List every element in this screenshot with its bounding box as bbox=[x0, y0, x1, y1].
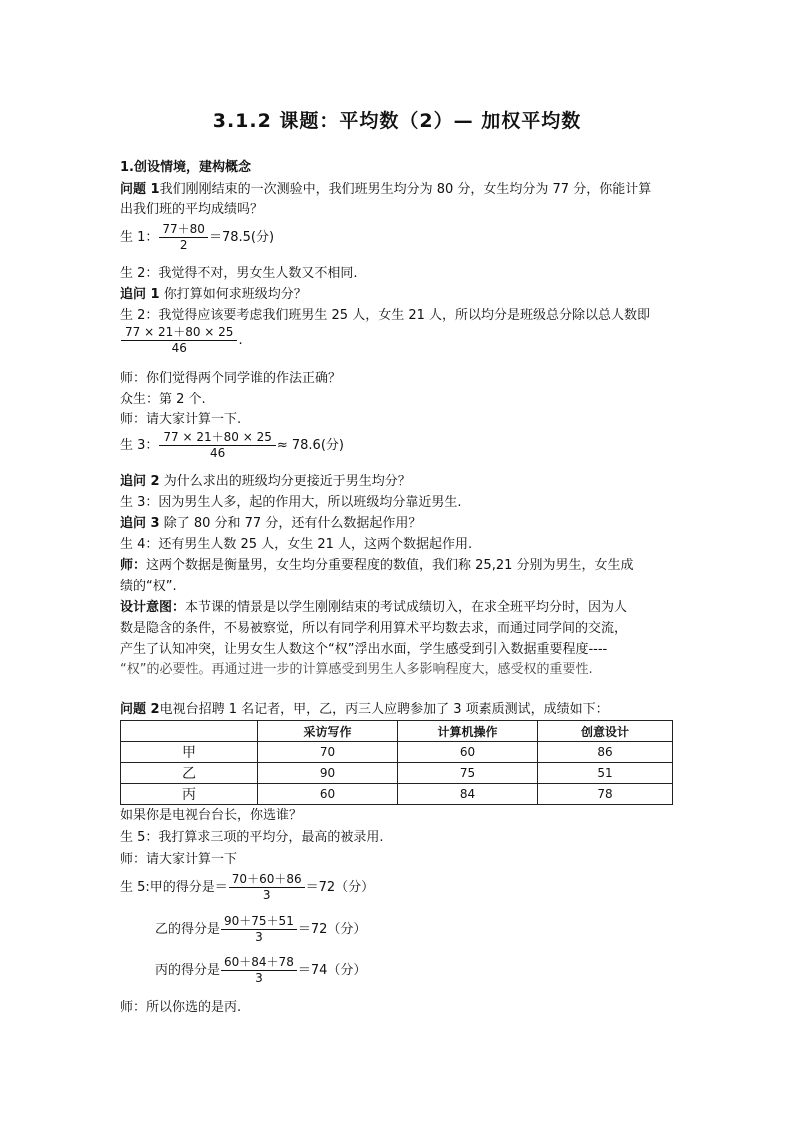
design-intent bbox=[120, 598, 680, 618]
student-3b-line: 生 3：因为男生人多，起的作用大，所以班级均分靠近男生. bbox=[120, 495, 462, 510]
student-1-result: ＝78.5(分) bbox=[208, 230, 275, 245]
score-yi-formula bbox=[155, 914, 366, 945]
numerator: 70＋60＋86 bbox=[229, 872, 305, 888]
table-cell: 86 bbox=[538, 742, 673, 763]
table-cell: 70 bbox=[258, 742, 398, 763]
table-cell: 51 bbox=[538, 763, 673, 784]
denominator: 3 bbox=[262, 888, 271, 902]
design-intent-text-1: 本节课的情景是以学生刚刚结束的考试成绩切入，在求全班平均分时，因为人 bbox=[185, 600, 628, 615]
candidate-name: 甲 bbox=[121, 742, 258, 763]
scores-table bbox=[120, 720, 673, 805]
denominator: 46 bbox=[171, 341, 187, 355]
follow-up-1 bbox=[120, 285, 680, 305]
table-cell: 75 bbox=[398, 763, 538, 784]
numerator: 77 × 21＋80 × 25 bbox=[121, 325, 237, 341]
page-title: 3.1.2 课题：平均数（2）— 加权平均数 bbox=[212, 110, 582, 132]
formula-tail: . bbox=[238, 333, 243, 348]
student-2b-line: 生 2：我觉得应该要考虑我们班男生 25 人，女生 21 人，所以均分是班级总分除以总人数即 bbox=[120, 308, 651, 323]
section-heading: 1.创设情境，建构概念 bbox=[120, 160, 251, 175]
table-row bbox=[121, 784, 673, 805]
table-header-cell bbox=[121, 721, 258, 742]
fraction bbox=[221, 914, 297, 945]
table-cell: 90 bbox=[258, 763, 398, 784]
follow-up-1-label: 追问 1 bbox=[120, 287, 160, 302]
follow-up-2-label: 追问 2 bbox=[120, 474, 160, 489]
follow-up-2-text: 为什么求出的班级均分更接近于男生均分？ bbox=[159, 474, 411, 489]
denominator: 2 bbox=[179, 238, 188, 252]
student-1-formula bbox=[120, 222, 274, 253]
table-header-cell: 采访写作 bbox=[258, 721, 398, 742]
question-1-text: 我们刚刚结束的一次测验中，我们班男生均分为 80 分，女生均分为 77 分，你能计算 bbox=[159, 182, 652, 197]
numerator: 77＋80 bbox=[159, 222, 208, 238]
follow-up-3-label: 追问 3 bbox=[120, 516, 160, 531]
table-header-cell: 计算机操作 bbox=[398, 721, 538, 742]
fraction bbox=[229, 872, 305, 903]
table-header-row bbox=[121, 721, 673, 742]
candidate-name: 丙 bbox=[121, 784, 258, 805]
teacher-3-text: 这两个数据是衡量男，女生均分重要程度的数值，我们称 25,21 分别为男生，女生成 bbox=[146, 558, 634, 573]
denominator: 3 bbox=[255, 930, 263, 944]
teacher-5-line: 师：所以你选的是丙. bbox=[120, 1000, 242, 1015]
fraction bbox=[221, 955, 297, 986]
student-1-prefix: 生 1： bbox=[120, 230, 159, 245]
student-2-line: 生 2：我觉得不对，男女生人数又不相同. bbox=[120, 266, 358, 281]
follow-up-3 bbox=[120, 514, 680, 534]
teacher-3-line bbox=[120, 556, 680, 576]
fraction bbox=[159, 222, 208, 253]
teacher-2-line: 师：请大家计算一下. bbox=[120, 412, 242, 427]
fraction bbox=[159, 430, 275, 461]
design-intent-text-3: 产生了认知冲突，让男女生人数这个“权”浮出水面，学生感受到引入数据重要程度---- bbox=[120, 642, 608, 657]
follow-up-1-text: 你打算如何求班级均分？ bbox=[159, 287, 307, 302]
score-bing-formula bbox=[155, 955, 366, 986]
candidate-name: 乙 bbox=[121, 763, 258, 784]
question-2 bbox=[120, 700, 680, 720]
score-jia-formula bbox=[120, 872, 374, 903]
design-intent-text-2: 数是隐含的条件，不易被察觉，所以有同学利用算术平均数去求，而通过同学间的交流， bbox=[120, 621, 628, 636]
question-2-text: 电视台招聘 1 名记者，甲，乙，丙三人应聘参加了 3 项素质测试，成绩如下： bbox=[159, 702, 609, 717]
design-intent-label: 设计意图： bbox=[120, 600, 186, 615]
denominator: 46 bbox=[209, 446, 226, 460]
teacher-1-line: 师：你们觉得两个同学谁的作法正确？ bbox=[120, 371, 342, 386]
numerator: 60＋84＋78 bbox=[221, 955, 297, 971]
score-yi-prefix: 乙的得分是 bbox=[155, 922, 221, 937]
follow-up-3-text: 除了 80 分和 77 分，还有什么数据起作用？ bbox=[159, 516, 422, 531]
question-1-cont: 出我们班的平均成绩吗？ bbox=[120, 202, 264, 217]
student-3-formula bbox=[120, 430, 344, 461]
table-header-cell: 创意设计 bbox=[538, 721, 673, 742]
score-yi-result: ＝72（分） bbox=[297, 922, 367, 937]
table-cell: 60 bbox=[258, 784, 398, 805]
score-jia-prefix: 生 5:甲的得分是＝ bbox=[120, 880, 228, 895]
table-cell: 78 bbox=[538, 784, 673, 805]
table-row bbox=[121, 742, 673, 763]
denominator: 3 bbox=[255, 971, 263, 985]
numerator: 90＋75＋51 bbox=[221, 914, 297, 930]
question-2-label: 问题 2 bbox=[120, 702, 160, 717]
student-3-result: ≈ 78.6(分) bbox=[276, 438, 344, 453]
table-cell: 60 bbox=[398, 742, 538, 763]
score-jia-result: ＝72（分） bbox=[305, 880, 375, 895]
table-row bbox=[121, 763, 673, 784]
question-1 bbox=[120, 180, 680, 200]
question-1-label: 问题 1 bbox=[120, 182, 160, 197]
question-2-ask: 如果你是电视台台长，你选谁？ bbox=[120, 808, 303, 823]
score-bing-result: ＝74（分） bbox=[297, 963, 367, 978]
numerator: 77 × 21＋80 × 25 bbox=[159, 430, 275, 446]
all-students-line: 众生：第 2 个. bbox=[120, 392, 206, 407]
table-cell: 84 bbox=[398, 784, 538, 805]
student-2b-formula bbox=[120, 325, 243, 356]
fraction bbox=[121, 325, 237, 356]
score-bing-prefix: 丙的得分是 bbox=[155, 963, 221, 978]
teacher-4-line: 师：请大家计算一下 bbox=[120, 852, 238, 867]
teacher-3-cont: 绩的“权”. bbox=[120, 579, 177, 594]
student-4-line: 生 4：还有男生人数 25 人，女生 21 人，这两个数据起作用. bbox=[120, 537, 473, 552]
teacher-3-label: 师： bbox=[120, 558, 147, 573]
student-3-prefix: 生 3： bbox=[120, 438, 159, 453]
student-5-line: 生 5：我打算求三项的平均分，最高的被录用. bbox=[120, 830, 384, 845]
design-intent-text-4: “权”的必要性。再通过进一步的计算感受到男生人多影响程度大，感受权的重要性. bbox=[120, 662, 593, 677]
follow-up-2 bbox=[120, 472, 680, 492]
